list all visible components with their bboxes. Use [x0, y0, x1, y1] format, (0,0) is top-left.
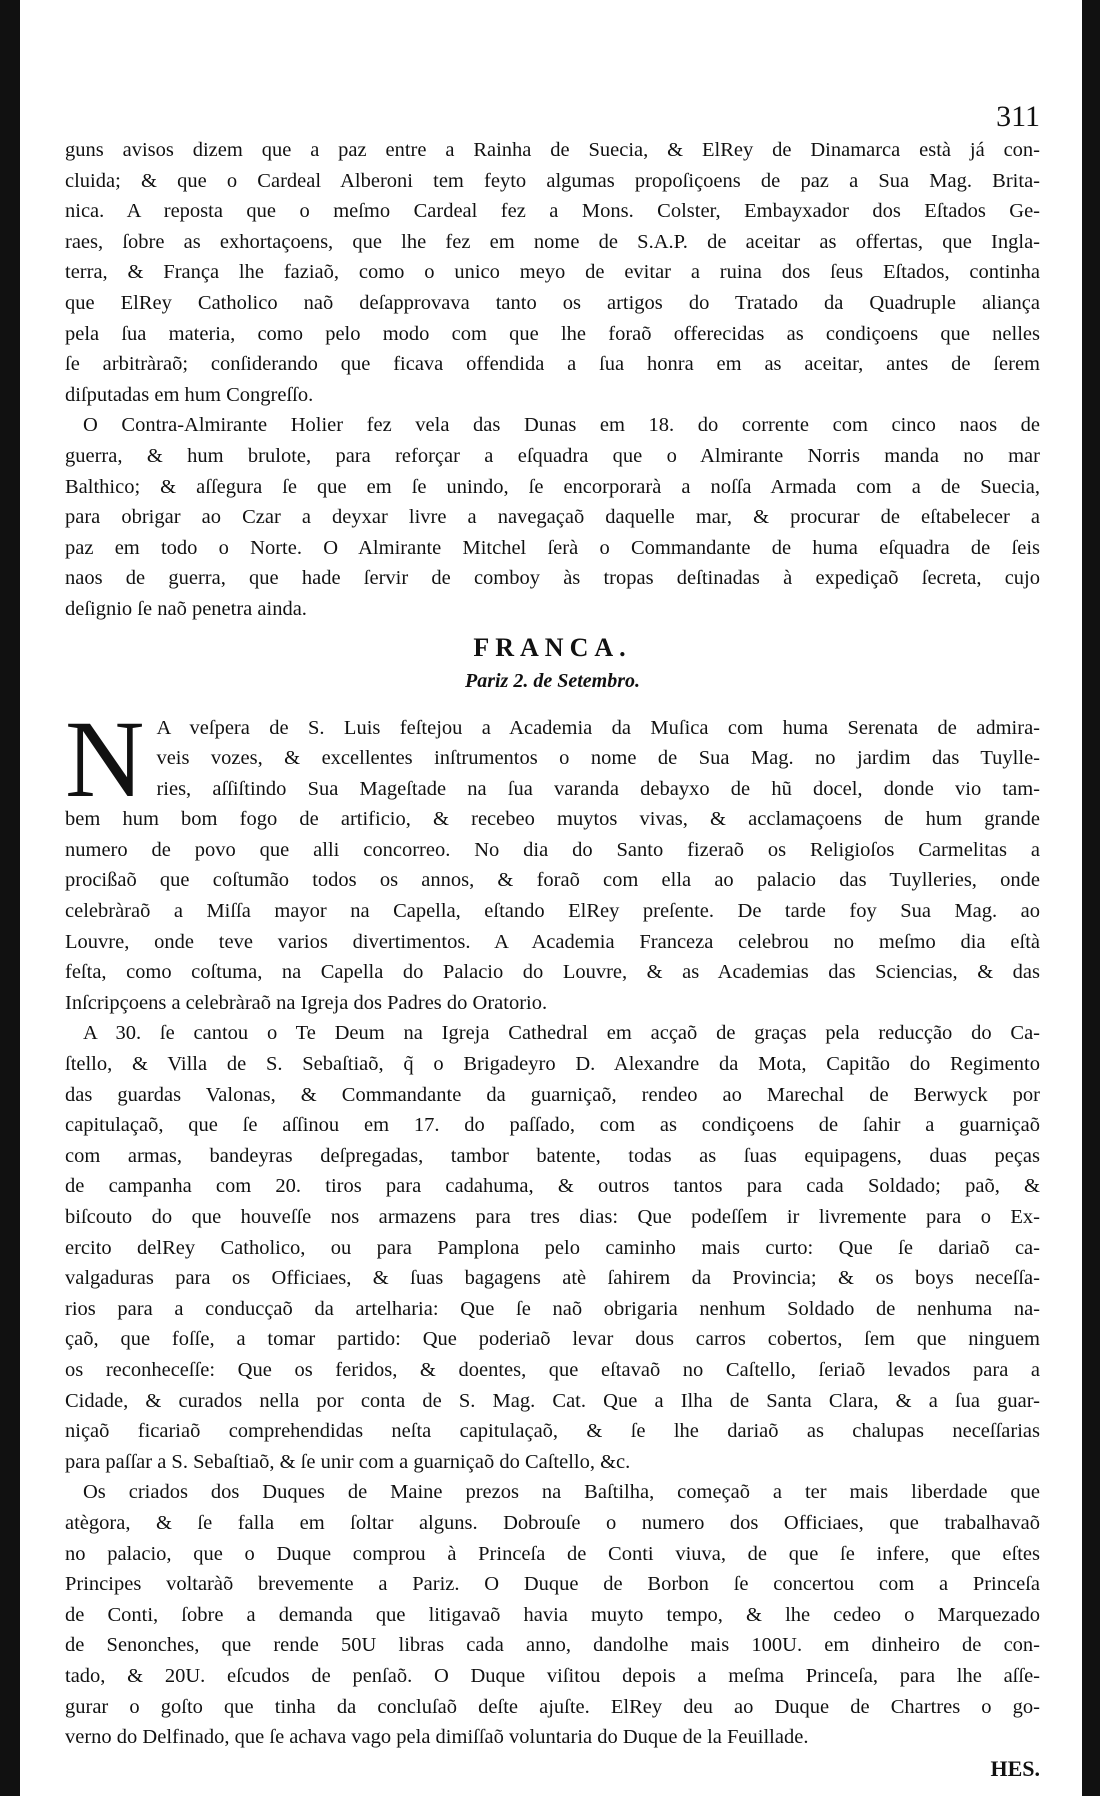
text-line: de campanha com 20. tiros para cadahuma, & outros tantos para cada Soldado; paõ, &	[65, 1175, 1040, 1198]
article-text	[65, 135, 1040, 1785]
text-line: paz em todo o Norte. O Almirante Mitchel ſerà o Commandante de huma eſquadra de ſeis	[65, 536, 1040, 559]
text-line: A 30. ſe cantou o Te Deum na Igreja Cathedral em acçaõ de graças pela reducção do Ca-	[83, 1022, 1040, 1045]
drop-cap: N	[65, 697, 145, 820]
text-line: com armas, bandeyras deſpregadas, tambor batente, todas as ſuas equipagens, duas peças	[65, 1144, 1040, 1167]
section-heading-franca: FRANCA.	[473, 632, 632, 662]
text-line: diſputadas em hum Congreſſo.	[65, 383, 314, 406]
text-line: nica. A reposta que o meſmo Cardeal fez a Mons. Colster, Embayxador dos Eſtados Ge-	[65, 200, 1040, 223]
text-line: que ElRey Catholico naõ deſapprovava tanto os artigos do Tratado da Quadruple aliança	[65, 291, 1040, 314]
text-line: capitulaçaõ, que ſe aſſinou em 17. do paſſado, com as condiçoens de ſahir a guarniçaõ	[65, 1114, 1040, 1137]
text-line: atègora, & ſe falla em ſoltar alguns. Dobrouſe o numero dos Officiaes, que trabalhavaõ	[65, 1511, 1040, 1534]
text-line: de Conti, ſobre a demanda que litigavaõ havia muyto tempo, & lhe cedeo o Marquezado	[65, 1603, 1040, 1626]
text-line: raes, ſobre as exhortaçoens, que lhe fez em nome de S.A.P. de aceitar as offertas, que Ingla-	[65, 230, 1040, 253]
text-line: numero de povo que alli concorreo. No dia do Santo fizeraõ os Religioſos Carmelitas a	[65, 838, 1040, 861]
text-line: rios para a conducçaõ da artelharia: Que ſe naõ obrigaria nenhum Soldado de nenhuma na-	[65, 1297, 1040, 1320]
text-line: Principes voltaràõ brevemente a Pariz. O Duque de Borbon ſe concertou com a Princeſa	[65, 1573, 1040, 1596]
text-line: gurar o goſto que tinha da concluſaõ deſte ajuſte. ElRey deu ao Duque de Chartres o go-	[65, 1695, 1040, 1718]
text-line: Os criados dos Duques de Maine prezos na Baſtilha, começaõ a ter mais liberdade que	[83, 1481, 1040, 1504]
text-line: biſcouto do que houveſſe nos armazens para tres dias: Que podeſſem ir livremente para o Ex-	[65, 1206, 1040, 1228]
text-line: pela ſua materia, como pelo modo com que lhe foraõ offerecidas as condiçoens que nelles	[65, 322, 1040, 345]
text-line: çaõ, que foſſe, a tomar partido: Que poderiaõ levar dous carros cobertos, ſem que ninguem	[65, 1328, 1040, 1351]
section-news-france	[65, 697, 1040, 1753]
text-line: naos de guerra, que hade ſervir de comboy às tropas deſtinadas à expediçaõ ſecreta, cujo	[65, 567, 1040, 590]
text-line: ries, aſſiſtindo Sua Mageſtade na ſua varanda debayxo de hũ docel, donde vio tam-	[156, 777, 1040, 800]
text-line: guns avisos dizem que a paz entre a Rainha de Suecia, & ElRey de Dinamarca està já con-	[65, 139, 1040, 161]
text-line: Louvre, onde teve varios divertimentos. A Academia Franceza celebrou no meſmo dia eſtà	[65, 930, 1040, 953]
text-line: das guardas Valonas, & Commandante da guarniçaõ, rendeo ao Marechal de Berwyck por	[65, 1083, 1040, 1106]
text-line: guerra, & hum brulote, para reforçar a eſquadra que o Almirante Norris manda no mar	[65, 444, 1040, 467]
text-line: celebràraõ a Miſſa mayor na Capella, eſtando ElRey preſente. De tarde foy Sua Mag. ao	[65, 900, 1040, 923]
text-line: verno do Delfinado, que ſe achava vago pela dimiſſaõ voluntaria do Duque de la Feuillade.	[65, 1726, 809, 1749]
text-line: tado, & 20U. eſcudos de penſaõ. O Duque viſitou depois a meſma Princeſa, para lhe aſſe-	[65, 1664, 1040, 1687]
text-line: terra, & França lhe faziaõ, como o unico meyo de evitar a ruina dos ſeus Eſtados, continha	[65, 261, 1040, 284]
text-line: bem hum bom fogo de artificio, & recebeo muytos vivas, & acclamaçoens de hum grande	[65, 808, 1040, 831]
scan-edge-left	[0, 0, 20, 1796]
text-line: os reconheceſſe: Que os feridos, & doentes, que eſtavaõ no Caſtello, ſeriaõ levados para a	[65, 1358, 1040, 1381]
page-number: 311	[996, 100, 1040, 133]
section-news-top	[65, 135, 1040, 625]
text-line: ſe arbitràraõ; conſiderando que ficava offendida a ſua honra em as aceitar, antes de ſerem	[65, 353, 1040, 376]
dateline: Pariz 2. de Setembro.	[465, 669, 640, 692]
text-line: deſignio ſe naõ penetra ainda.	[65, 597, 307, 620]
text-line: valgaduras para os Officiaes, & ſuas bagagens atè ſahirem da Provincia; & os boys neceſſa-	[65, 1267, 1040, 1290]
text-line: Inſcripçoens a celebràraõ na Igreja dos Padres do Oratorio.	[65, 991, 548, 1014]
text-line: ſtello, & Villa de S. Sebaſtiaõ, q̃ o Brigadeyro D. Alexandre da Mota, Capitão do Regimento	[65, 1053, 1040, 1076]
text-line: Balthico; & aſſegura ſe que em ſe unindo, ſe encorporarà a noſſa Armada com a de Suecia,	[65, 475, 1040, 498]
text-line: A veſpera de S. Luis feſtejou a Academia da Muſica com huma Serenata de admira-	[156, 716, 1040, 739]
scan-edge-right	[1082, 0, 1100, 1796]
catchword: HES.	[990, 1755, 1040, 1781]
text-line: feſta, como coſtuma, na Capella do Palacio do Louvre, & as Academias das Sciencias, & das	[65, 961, 1040, 984]
text-line: Cidade, & curados nella por conta de S. Mag. Cat. Que a Ilha de Santa Clara, & a ſua guar-	[65, 1389, 1040, 1412]
text-line: procißaõ que coſtumão todos os annos, & foraõ com ella ao palacio das Tuylleries, onde	[65, 869, 1040, 892]
text-line: niçaõ ficariaõ comprehendidas neſta capitulaçaõ, & ſe lhe dariaõ as chalupas neceſſarias	[65, 1420, 1040, 1443]
text-line: para paſſar a S. Sebaſtiaõ, & ſe unir com a guarniçaõ do Caſtello, &c.	[65, 1450, 631, 1473]
text-line: no palacio, que o Duque comprou à Princeſa de Conti viuva, de que ſe infere, que eſtes	[65, 1542, 1040, 1565]
text-line: para obrigar ao Czar a deyxar livre a navegaçaõ daquelle mar, & procurar de eſtabelecer a	[65, 506, 1040, 529]
text-line: O Contra-Almirante Holier fez vela das Dunas em 18. do corrente com cinco naos de	[83, 414, 1040, 437]
text-line: cluida; & que o Cardeal Alberoni tem feyto algumas propoſiçoens de paz a Sua Mag. Brita-	[65, 169, 1040, 192]
text-line: de Senonches, que rende 50U libras cada anno, dandolhe mais 100U. em dinheiro de con-	[65, 1634, 1040, 1657]
text-line: veis vozes, & excellentes inſtrumentos o nome de Sua Mag. no jardim das Tuylle-	[156, 747, 1040, 770]
text-line: ercito delRey Catholico, ou para Pamplona pelo caminho mais curto: Que ſe dariaõ ca-	[65, 1236, 1040, 1259]
